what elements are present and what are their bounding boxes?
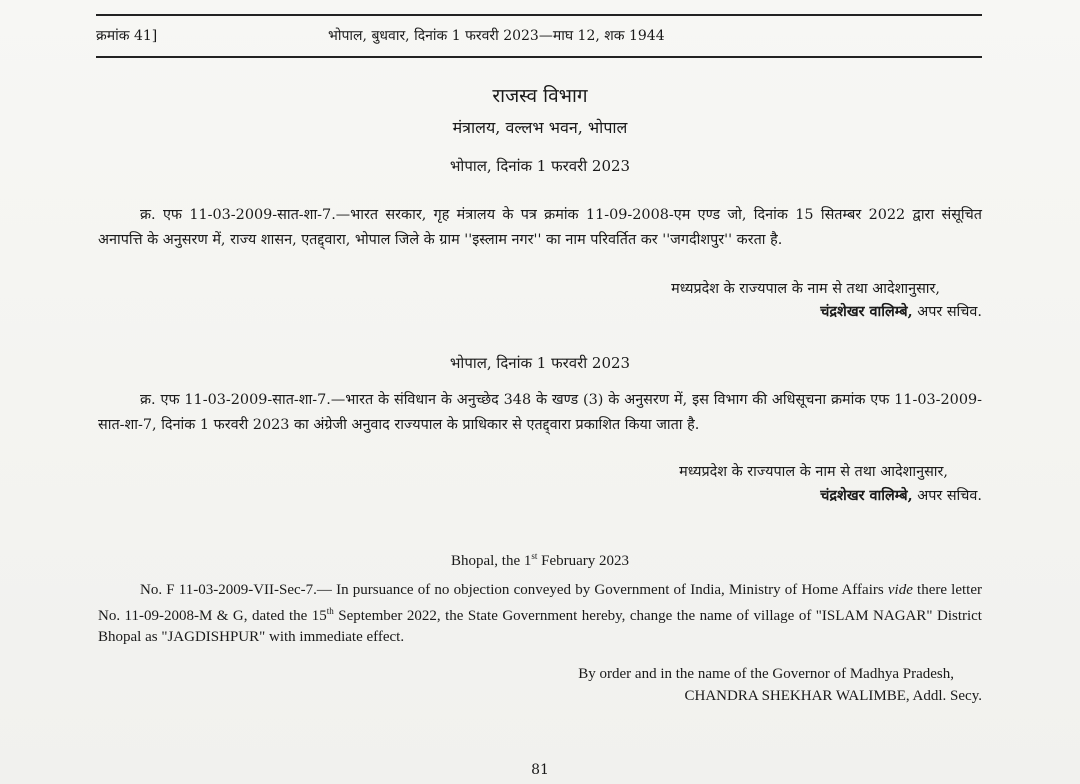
notice3-text bbox=[98, 580, 982, 648]
notice3-signatory: CHANDRA SHEKHAR WALIMBE, Addl. Secy. bbox=[684, 688, 982, 704]
notice2-date: भोपाल, दिनांक 1 फरवरी 2023 bbox=[449, 354, 631, 372]
notice3-text-sup: th bbox=[326, 606, 334, 616]
notice3-text-c: September 2022, the State Government hereby, change the name of village of "ISLAM NAGAR" District Bhopal as "JAGDISHPUR" with immediate effect. bbox=[98, 608, 982, 645]
notice1-designation: अपर सचिव. bbox=[912, 304, 982, 320]
notice3-date-suffix: February 2023 bbox=[537, 553, 630, 569]
notice3-text-vide: vide bbox=[887, 582, 913, 598]
notice2-designation: अपर सचिव. bbox=[912, 488, 982, 504]
notice1-signature bbox=[820, 302, 982, 321]
notice1-order-line: मध्यप्रदेश के राज्यपाल के नाम से तथा आदेशानुसार, bbox=[671, 281, 940, 297]
department-title: राजस्व विभाग bbox=[492, 85, 588, 107]
notice2-order-line: मध्यप्रदेश के राज्यपाल के नाम से तथा आदेशानुसार, bbox=[679, 464, 948, 480]
notice3-date bbox=[0, 551, 1080, 570]
notice3-text-a: No. F 11-03-2009-VII-Sec-7.— In pursuance of no objection conveyed by Government of India, Ministry of Home Affairs bbox=[140, 582, 888, 598]
notice3-date-sup: st bbox=[531, 551, 538, 561]
notice3-date-prefix: Bhopal, the 1 bbox=[450, 553, 532, 569]
notice1-signatory: चंद्रशेखर वालिम्बे, bbox=[820, 303, 913, 320]
notice2-signature bbox=[820, 486, 982, 505]
notice3-order-line: By order and in the name of the Governor of Madhya Pradesh, bbox=[578, 666, 954, 682]
notice2-signatory: चंद्रशेखर वालिम्बे, bbox=[820, 487, 913, 504]
notice1-text: क्र. एफ 11-03-2009-सात-शा-7.—भारत सरकार, गृह मंत्रालय के पत्र क्रमांक 11-09-2008-एम एण्ड जो, दिनांक 15 सितम्बर 2022 द्वारा संसूचित अनापत्ति के अनुसरण में, राज्य शासन, एतद्द्वारा, भोपाल जिले के ग्राम ''इस्लाम नगर'' का नाम परिवर्तित कर ''जगदीशपुर'' करता है. bbox=[98, 207, 982, 248]
header-bottom-rule bbox=[96, 56, 982, 58]
notice1-date: भोपाल, दिनांक 1 फरवरी 2023 bbox=[449, 157, 631, 175]
gazette-header bbox=[96, 24, 982, 50]
gazette-place-date: भोपाल, बुधवार, दिनांक 1 फरवरी 2023—माघ 12, शक 1944 bbox=[328, 28, 665, 44]
notice2-text: क्र. एफ 11-03-2009-सात-शा-7.—भारत के संविधान के अनुच्छेद 348 के खण्ड (3) के अनुसरण में, इस विभाग की अधिसूचना क्रमांक एफ 11-03-2009-सात-शा-7, दिनांक 1 फरवरी 2023 का अंग्रेजी अनुवाद राज्यपाल के प्राधिकार से एतद्द्वारा प्रकाशित किया जाता है. bbox=[98, 392, 982, 433]
ministry-address: मंत्रालय, वल्लभ भवन, भोपाल bbox=[452, 118, 628, 137]
notice3-text-b: there letter No. 11-09-2008-M & G, dated the 15 bbox=[98, 582, 982, 624]
page-number: 81 bbox=[531, 762, 549, 778]
gazette-issue-number: क्रमांक 41] bbox=[96, 28, 158, 44]
header-top-rule bbox=[96, 14, 982, 16]
